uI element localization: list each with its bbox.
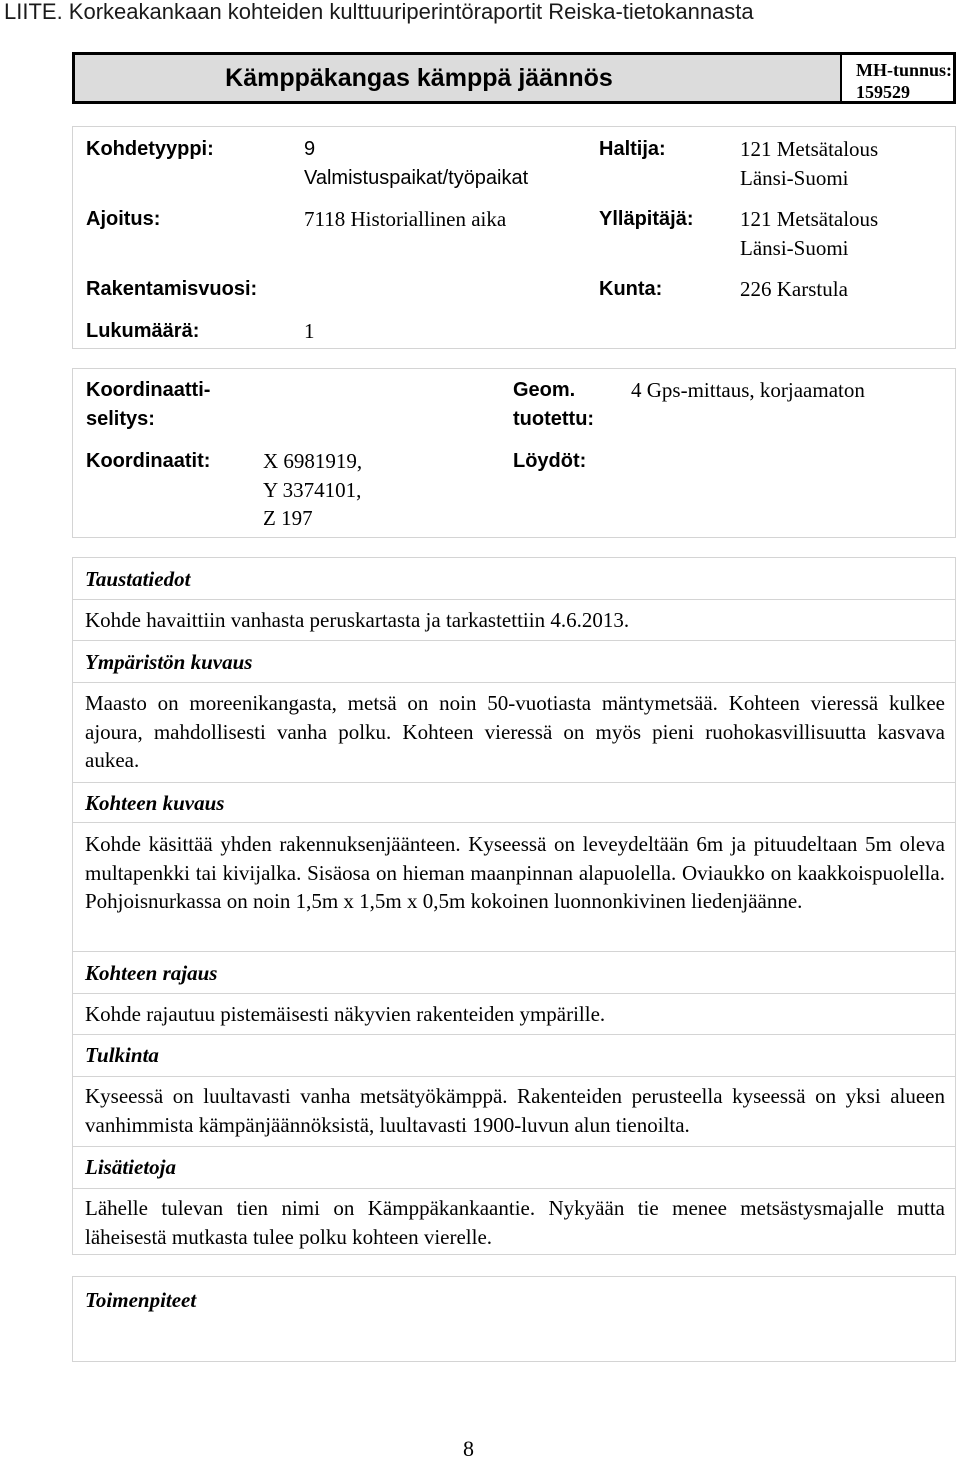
- divider: [72, 1076, 956, 1077]
- toimenpiteet-heading: Toimenpiteet: [85, 1288, 197, 1312]
- divider: [72, 599, 956, 600]
- mh-tunnus-box: [840, 55, 953, 101]
- divider: [72, 640, 956, 641]
- koordinaattiselitys-label: Koordinaatti-: [86, 379, 211, 401]
- lukumaara-value: 1: [304, 319, 315, 343]
- coordinate-x: X 6981919,: [263, 449, 363, 473]
- divider: [72, 1146, 956, 1147]
- divider: [72, 951, 956, 952]
- lisatietoja-text: Lähelle tulevan tien nimi on Kämppäkankaantie. Nykyään tie menee metsästysmajalle mutta läheisestä mutkasta tulee polku kohteen vierelle.: [85, 1196, 945, 1249]
- kohdetyyppi-label: Kohdetyyppi:: [86, 138, 214, 160]
- title-box: [72, 52, 956, 104]
- kohteen-kuvaus-heading: Kohteen kuvaus: [85, 791, 225, 815]
- divider: [72, 682, 956, 683]
- divider: [72, 1188, 956, 1189]
- coordinate-z: Z 197: [263, 506, 313, 530]
- mh-tunnus-label: MH-tunnus:: [856, 60, 953, 80]
- geom-tuotettu-label: Geom.: [513, 379, 576, 401]
- divider: [72, 1034, 956, 1035]
- kunta-value: 226 Karstula: [740, 277, 848, 301]
- taustatiedot-text: Kohde havaittiin vanhasta peruskartasta ja tarkastettiin 4.6.2013.: [85, 608, 630, 632]
- kohdetyyppi-value-code: 9: [304, 138, 316, 160]
- haltija-label: Haltija:: [599, 138, 666, 160]
- report-header: LIITE. Korkeakankaan kohteiden kulttuuriperintöraportit Reiska-tietokannasta: [4, 0, 754, 24]
- lisatietoja-heading: Lisätietoja: [85, 1155, 176, 1179]
- divider: [72, 822, 956, 823]
- rajaus-heading: Kohteen rajaus: [85, 961, 218, 985]
- geom-tuotettu-value: 4 Gps-mittaus, korjaamaton: [631, 378, 865, 402]
- rajaus-text: Kohde rajautuu pistemäisesti näkyvien rakenteiden ympärille.: [85, 1002, 606, 1026]
- divider: [72, 993, 956, 994]
- ymparisto-text: Maasto on moreenikangasta, metsä on noin 50-vuotiasta mäntymetsää. Kohteen vieressä kulkee ajoura, mahdollisesti vanha polku. Kohteen vieressä on myös pieni ruohokasvillisuutta kasvava aukea.: [85, 691, 945, 773]
- kohteen-kuvaus-text: Kohde käsittää yhden rakennuksenjäänteen. Kyseessä on leveydeltään 6m ja pituudeltaan 5m oleva multapenkki tai kivijalka. Sisäosa on hieman maanpinnan alapuolella. Oviaukko on kaakkoispuolella. Pohjoisnurkassa on noin 1,5m x 1,5m x 0,5m kokoinen luonnonkivinen liedenjäänne.: [85, 832, 945, 914]
- ajoitus-label: Ajoitus:: [86, 208, 161, 230]
- loydot-label: Löydöt:: [513, 450, 587, 472]
- divider: [72, 782, 956, 783]
- mh-tunnus-value: 159529: [856, 82, 910, 102]
- yllapitaja-value-region: Länsi-Suomi: [740, 236, 849, 260]
- taustatiedot-heading: Taustatiedot: [85, 567, 191, 591]
- geom-tuotettu-label-cont: tuotettu:: [513, 408, 595, 430]
- toimenpiteet-panel: [72, 1276, 956, 1362]
- kunta-label: Kunta:: [599, 278, 663, 300]
- haltija-value: 121 Metsätalous: [740, 137, 879, 161]
- yllapitaja-value: 121 Metsätalous: [740, 207, 879, 231]
- tulkinta-heading: Tulkinta: [85, 1043, 159, 1067]
- page-number: 8: [463, 1436, 474, 1461]
- koordinaatit-label: Koordinaatit:: [86, 450, 211, 472]
- kohdetyyppi-value-name: Valmistuspaikat/työpaikat: [304, 167, 529, 189]
- koordinaattiselitys-label-cont: selitys:: [86, 408, 155, 430]
- lukumaara-label: Lukumäärä:: [86, 320, 200, 342]
- coordinate-y: Y 3374101,: [263, 478, 362, 502]
- info-panel: [72, 126, 956, 349]
- ajoitus-value: 7118 Historiallinen aika: [304, 207, 507, 231]
- page-title: Kämppäkangas kämppä jäännös: [225, 63, 613, 92]
- ymparisto-heading: Ympäristön kuvaus: [85, 650, 253, 674]
- haltija-value-region: Länsi-Suomi: [740, 166, 849, 190]
- yllapitaja-label: Ylläpitäjä:: [599, 208, 694, 230]
- tulkinta-text: Kyseessä on luultavasti vanha metsätyökämppä. Rakenteiden perusteella kyseessä on yksi alueen vanhimmista kämpänjäännöksistä, luultavasti 1900-luvun alun tienoilta.: [85, 1084, 945, 1137]
- rakentamisvuosi-label: Rakentamisvuosi:: [86, 278, 258, 300]
- coordinates-panel: [72, 368, 956, 538]
